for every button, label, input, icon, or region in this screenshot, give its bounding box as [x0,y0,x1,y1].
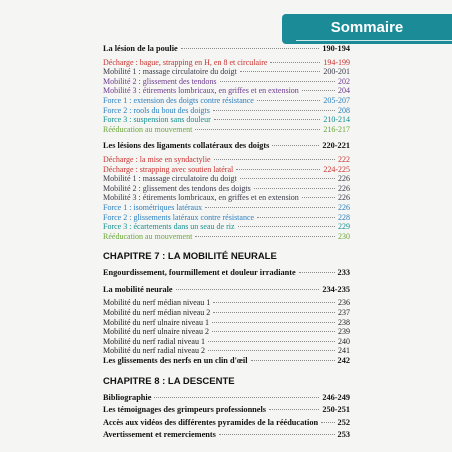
entry-text: Mobilité 2 : glissement des tendons [103,76,217,86]
dot-leader [238,226,335,227]
dot-leader [208,350,335,351]
toc-entry[interactable] [103,346,350,356]
toc-entry[interactable] [103,86,350,96]
entry-text: Mobilité 3 : étirements lombricaux, en griffes et en extension [103,86,299,96]
entry-page: 210-214 [323,115,350,125]
banner-underline [296,40,452,41]
toc-entry[interactable] [103,203,350,213]
entry-text: Décharge : la mise en syndactylie [103,154,211,164]
toc-entry[interactable] [103,184,350,194]
dot-leader [181,48,320,49]
entry-text: Mobilité 2 : glissement des tendons des doigts [103,183,251,193]
toc-entry[interactable] [103,213,350,223]
entry-text: Bibliographie [103,392,152,402]
entry-page: 226 [338,202,350,212]
entry-page: 226 [338,193,350,203]
entry-page: 205-207 [323,95,350,105]
dot-leader [270,62,320,63]
entry-page: 238 [338,317,350,327]
dot-leader [254,188,335,189]
dot-leader [257,100,320,101]
entry-text: Décharge : bague, strapping en H, en 8 et circulaire [103,57,268,67]
dot-leader [257,217,335,218]
dot-leader [251,360,335,361]
toc-entry[interactable] [103,67,350,77]
toc-entry[interactable] [103,193,350,203]
chapter-8-heading: CHAPITRE 8 : LA DESCENTE [103,375,235,387]
sommaire-title: Sommaire [330,19,404,36]
toc-section-title[interactable] [103,44,350,54]
toc-section-title[interactable] [103,141,350,151]
entry-page: 229 [338,222,350,232]
entry-text: Les lésions des ligaments collatéraux des doigts [103,141,270,151]
toc-section-items [103,155,350,241]
toc-entry[interactable] [103,430,350,440]
entry-text: La mobilité neurale [103,284,173,294]
entry-text: Mobilité du nerf radial niveau 2 [103,346,205,356]
toc-section-items [103,298,350,365]
toc-entry[interactable] [103,405,350,415]
chapter-7-heading: CHAPITRE 7 : LA MOBILITÉ NEURALE [103,251,277,263]
entry-text: Les glissements des nerfs en un clin d'œil [103,356,248,366]
dot-leader [220,81,335,82]
toc-section-title[interactable] [103,285,350,295]
entry-text: Rééducation au mouvement [103,124,193,134]
dot-leader [213,302,335,303]
toc-entry[interactable] [103,155,350,165]
entry-page: 200-201 [323,67,350,77]
dot-leader [195,129,320,130]
dot-leader [219,434,335,435]
dot-leader [213,110,335,111]
sommaire-banner [282,14,452,44]
toc-entry[interactable] [103,337,350,347]
dot-leader [299,272,335,273]
entry-text: Force 3 : écartements dans un seau de riz [103,222,235,232]
dot-leader [240,178,335,179]
entry-page: 220-221 [322,141,350,151]
entry-page: 240 [338,336,350,346]
toc-entry[interactable] [103,418,350,428]
toc-entry[interactable] [103,115,350,125]
entry-page: 222 [338,154,350,164]
entry-page: 224-225 [323,164,350,174]
entry-text: La lésion de la poulie [103,44,178,53]
toc-entry[interactable] [103,327,350,337]
toc-entry[interactable] [103,393,350,403]
entry-page: 226 [338,183,350,193]
entry-text: Mobilité du nerf ulnaire niveau 2 [103,327,209,337]
dot-leader [269,409,319,410]
entry-page: 208 [338,105,350,115]
dot-leader [302,90,335,91]
entry-page: 236 [338,298,350,308]
entry-text: Mobilité du nerf radial niveau 1 [103,336,205,346]
entry-page: 228 [338,212,350,222]
entry-page: 242 [337,356,350,366]
toc-entry[interactable] [103,232,350,242]
entry-text: Accès aux vidéos des différentes pyramides de la rééducation [103,417,319,427]
toc-entry[interactable] [103,222,350,232]
toc-entry[interactable] [103,96,350,106]
toc-entry[interactable] [103,58,350,68]
entry-text: Force 1 : extension des doigts contre résistance [103,95,254,105]
entry-page: 226 [338,174,350,184]
dot-leader [212,331,335,332]
toc-entry[interactable] [103,77,350,87]
entry-text: Décharge : strapping avec soutien latéral [103,164,234,174]
dot-leader [208,341,335,342]
toc-entry[interactable] [103,318,350,328]
toc-entry[interactable] [103,356,350,366]
dot-leader [272,145,319,146]
entry-text: Force 3 : suspension sans douleur [103,115,211,125]
entry-text: Force 2 : rools du bout des doigts [103,105,210,115]
dot-leader [205,207,335,208]
entry-text: Mobilité 1 : massage circulatoire du doigt [103,174,237,184]
dot-leader [214,119,321,120]
toc-section-items [103,58,350,135]
dot-leader [302,197,335,198]
entry-page: 252 [337,417,350,427]
toc-entry[interactable] [103,106,350,116]
entry-text: Mobilité 1 : massage circulatoire du doigt [103,67,237,77]
toc-entry[interactable] [103,165,350,175]
entry-text: Mobilité du nerf médian niveau 2 [103,308,211,318]
entry-text: Rééducation au mouvement [103,231,193,241]
table-of-contents [103,44,350,440]
entry-text: Avertissement et remerciements [103,430,216,440]
dot-leader [236,169,320,170]
toc-entry[interactable] [103,268,350,278]
entry-page: 246-249 [322,392,350,402]
entry-text: Mobilité du nerf ulnaire niveau 1 [103,317,209,327]
toc-entry[interactable] [103,174,350,184]
entry-page: 202 [338,76,350,86]
entry-text: Mobilité du nerf médian niveau 1 [103,298,211,308]
entry-page: 237 [338,308,350,318]
dot-leader [195,236,335,237]
dot-leader [213,312,335,313]
entry-page: 190-194 [322,44,350,53]
dot-leader [212,322,335,323]
entry-page: 216-217 [323,124,350,134]
dot-leader [176,289,320,290]
entry-page: 234-235 [322,284,350,294]
toc-entry[interactable] [103,125,350,135]
entry-text: Force 1 : isométriques latéraux [103,202,203,212]
entry-page: 253 [337,430,350,440]
toc-entry[interactable] [103,298,350,308]
entry-page: 194-199 [323,57,350,67]
dot-leader [214,159,335,160]
entry-page: 239 [338,327,350,337]
entry-page: 250-251 [322,405,350,415]
entry-text: Les témoignages des grimpeurs professionnels [103,405,267,415]
entry-page: 230 [338,231,350,241]
entry-page: 204 [338,86,350,96]
entry-text: Mobilité 3 : étirements lombricaux, en griffes et en extension [103,193,299,203]
entry-text: Force 2 : glissements latéraux contre résistance [103,212,255,222]
dot-leader [240,71,321,72]
entry-text: Engourdissement, fourmillement et douleur irradiante [103,268,296,278]
toc-entry[interactable] [103,308,350,318]
toc-section-items [103,393,350,440]
entry-page: 241 [338,346,350,356]
dot-leader [154,397,319,398]
dot-leader [321,422,334,423]
entry-page: 233 [337,268,350,278]
